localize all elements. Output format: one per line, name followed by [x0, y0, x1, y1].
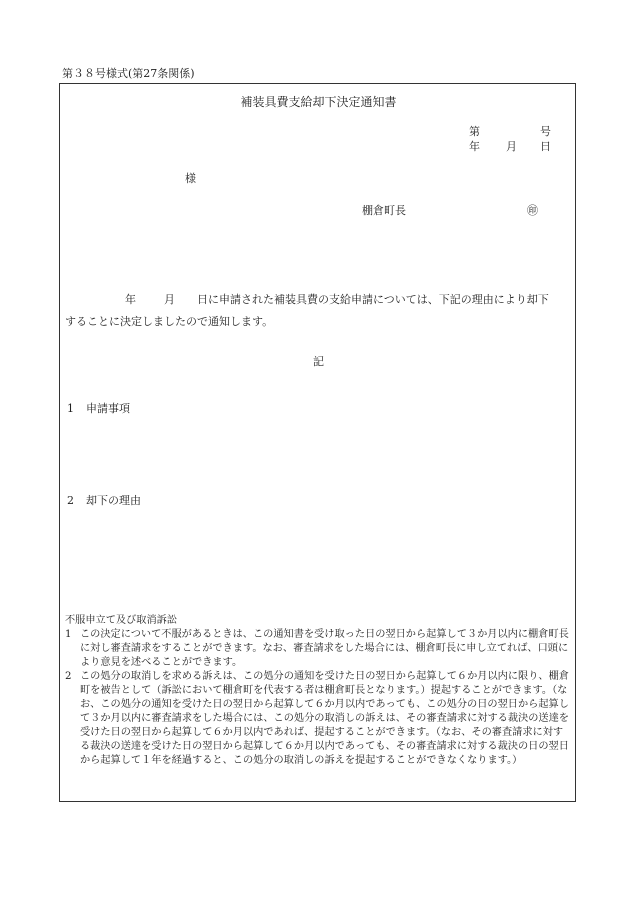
appeal-item-2-num: 2	[65, 671, 72, 682]
body-month: 月	[164, 293, 175, 306]
appeal-item-2-text: この処分の取消しを求める訴えは、この処分の通知を受けた日の翌日から起算して６か月以内に限り、棚倉町を被告として（訴訟において棚倉町を代表する者は棚倉町長となります。）提起することができます。（なお、この処分の通知を受けた日の翌日から起算して６か月以内であっても、この処分の日の翌日から起算して３か月以内に審査請求をした場合には、この処分の取消しの訴えは、その審査請求に対する裁決の送達を受けた日の翌日から起算して６か月以内であれば、提起することができます。（なお、その審査請求に対する裁決の送達を受けた日の翌日から起算して６か月以内であっても、その審査請求に対する裁決の日の翌日から起算して１年を経過すると、この処分の取消しの訴えを提起することができなくなります。）	[80, 671, 569, 766]
section-2-label: 却下の理由	[86, 494, 141, 507]
date-year: 年	[469, 140, 480, 153]
form-number-label: 第３８号様式(第27条関係)	[62, 67, 195, 80]
section-1-label: 申請事項	[86, 402, 130, 415]
body-line-1: 日に申請された補装具費の支給申請については、下記の理由により却下	[197, 293, 549, 306]
document-title: 補装具費支給却下決定通知書	[240, 95, 397, 109]
appeal-heading: 不服申立て及び取消訴訟	[65, 615, 178, 626]
section-2-num: 2	[67, 494, 74, 507]
appeal-item-1	[65, 628, 573, 670]
recipient-suffix: 様	[185, 172, 196, 185]
seal-mark: ㊞	[527, 204, 538, 217]
appeal-item-1-num: 1	[65, 629, 72, 640]
body-year: 年	[125, 293, 136, 306]
doc-number-dai: 第	[469, 125, 480, 138]
doc-number-go: 号	[540, 125, 551, 138]
notice-frame	[59, 83, 576, 802]
body-line-2: することに決定しましたので通知します。	[65, 315, 274, 328]
date-day: 日	[540, 140, 551, 153]
appeal-item-2	[65, 670, 573, 768]
appeal-item-1-text: この決定について不服があるときは、この通知書を受け取った日の翌日から起算して３か月以内に棚倉町長に対し審査請求をすることができます。なお、審査請求をした場合には、棚倉町長に申し立てれば、口頭により意見を述べることができます。	[80, 629, 569, 668]
heading-ki: 記	[313, 355, 324, 368]
section-1-num: 1	[67, 402, 74, 415]
appeal-notice	[65, 614, 573, 768]
sender-name: 棚倉町長	[362, 204, 406, 217]
date-month: 月	[506, 140, 517, 153]
